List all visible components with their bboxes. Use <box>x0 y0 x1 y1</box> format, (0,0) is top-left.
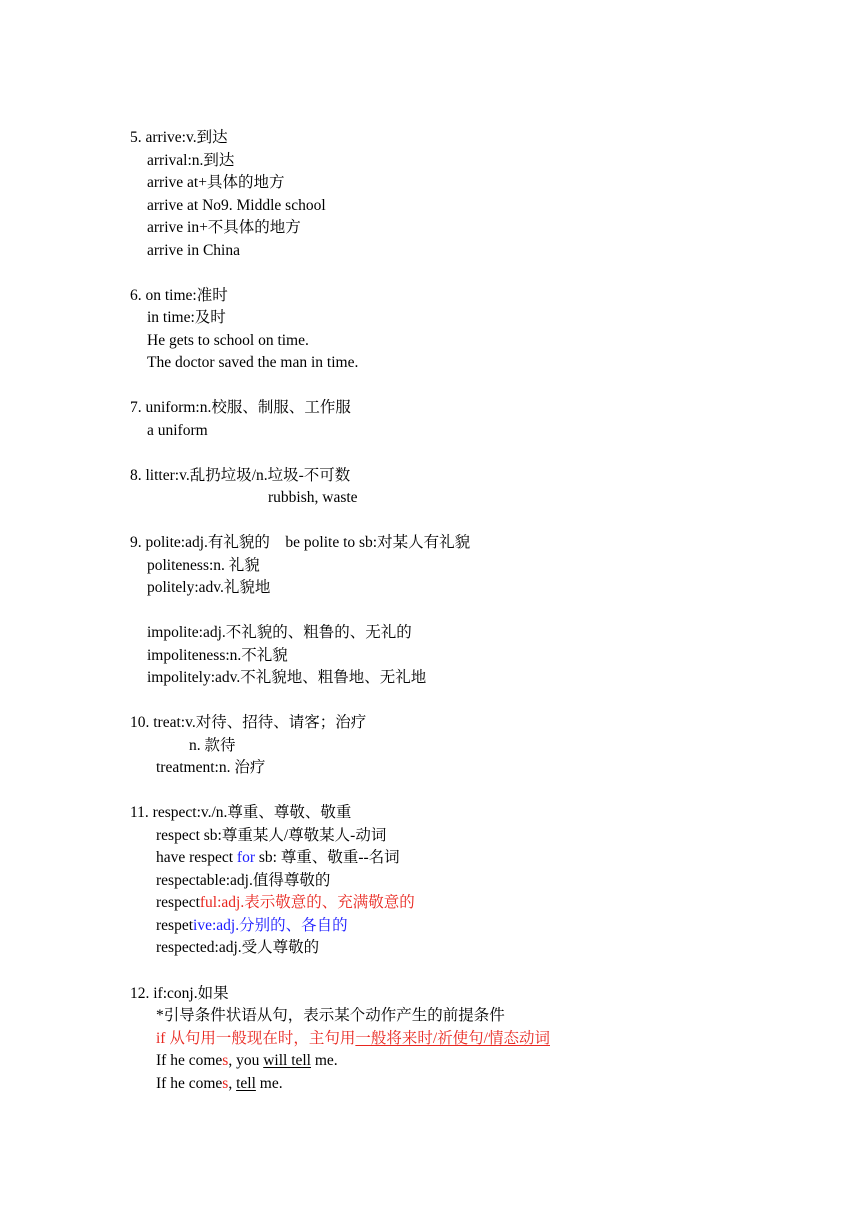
entry-11-line <box>156 893 415 913</box>
entry-11-text: have respect <box>156 849 237 866</box>
example-highlight-s: s <box>222 1052 229 1069</box>
entry-12-example <box>156 1074 283 1094</box>
entry-6-line: The doctor saved the man in time. <box>147 354 359 371</box>
entry-11-highlight-ful: ful:adj.表示敬意的、充满敬意的 <box>199 894 415 911</box>
entry-9-line: impoliteness:n.不礼貌 <box>147 647 288 664</box>
entry-12-rule-text: if 从句用一般现在时，主句用 <box>156 1030 356 1047</box>
entry-6-line: in time:及时 <box>147 309 226 326</box>
entry-10-heading: 10. treat:v.对待、招待、请客；治疗 <box>130 714 367 731</box>
entry-11-highlight-ive: ive:adj.分别的、各自的 <box>193 917 348 934</box>
entry-7-line: a uniform <box>147 422 208 439</box>
example-text: If he come <box>156 1052 223 1069</box>
example-underlined: tell <box>236 1075 256 1092</box>
entry-11-line <box>156 848 400 868</box>
entry-12-example <box>156 1051 338 1071</box>
entry-8-line: rubbish, waste <box>268 489 358 506</box>
entry-5-line: arrive at No9. Middle school <box>147 197 326 214</box>
entry-5-line: arrive in China <box>147 242 240 259</box>
entry-11-heading: 11. respect:v./n.尊重、尊敬、敬重 <box>130 804 352 821</box>
entry-11-highlight-for: for <box>236 849 255 866</box>
entry-8-heading: 8. litter:v.乱扔垃圾/n.垃圾-不可数 <box>130 467 351 484</box>
entry-9-heading: 9. polite:adj.有礼貌的 be polite to sb:对某人有礼貌 <box>130 534 471 551</box>
entry-12-rule-underlined: 一般将来时/祈使句/情态动词 <box>355 1030 550 1047</box>
entry-11-line: respected:adj.受人尊敬的 <box>156 939 320 956</box>
entry-6-line: He gets to school on time. <box>147 332 309 349</box>
example-text: , you <box>228 1052 264 1069</box>
entry-12-line: *引导条件状语从句，表示某个动作产生的前提条件 <box>156 1007 505 1024</box>
entry-12-heading: 12. if:conj.如果 <box>130 985 229 1002</box>
entry-11-line: respectable:adj.值得尊敬的 <box>156 872 331 889</box>
entry-11-line: respect sb:尊重某人/尊敬某人-动词 <box>156 827 387 844</box>
example-highlight-s: s <box>222 1075 229 1092</box>
entry-5-line: arrival:n.到达 <box>147 152 235 169</box>
entry-10-line: n. 款待 <box>189 737 236 754</box>
example-text: me. <box>311 1052 338 1069</box>
entry-9-line: impolitely:adv.不礼貌地、粗鲁地、无礼地 <box>147 669 427 686</box>
entry-11-text: sb: 尊重、敬重--名词 <box>254 849 400 866</box>
example-text: If he come <box>156 1075 223 1092</box>
example-text: , <box>228 1075 237 1092</box>
entry-11-line <box>156 916 348 936</box>
entry-12-rule-line <box>156 1029 550 1049</box>
entry-5-line: arrive at+具体的地方 <box>147 174 285 191</box>
entry-9-line: politeness:n. 礼貌 <box>147 557 260 574</box>
example-text: me. <box>255 1075 283 1092</box>
example-underlined: will tell <box>263 1052 311 1069</box>
entry-9-line: impolite:adj.不礼貌的、粗鲁的、无礼的 <box>147 624 412 641</box>
entry-11-text: respect <box>156 894 200 911</box>
entry-7-heading: 7. uniform:n.校服、制服、工作服 <box>130 399 351 416</box>
entry-11-text: respet <box>156 917 194 934</box>
entry-9-line: politely:adv.礼貌地 <box>147 579 271 596</box>
entry-5-line: arrive in+不具体的地方 <box>147 219 301 236</box>
entry-5-heading: 5. arrive:v.到达 <box>130 129 228 146</box>
entry-10-line: treatment:n. 治疗 <box>156 759 266 776</box>
entry-6-heading: 6. on time:准时 <box>130 287 228 304</box>
